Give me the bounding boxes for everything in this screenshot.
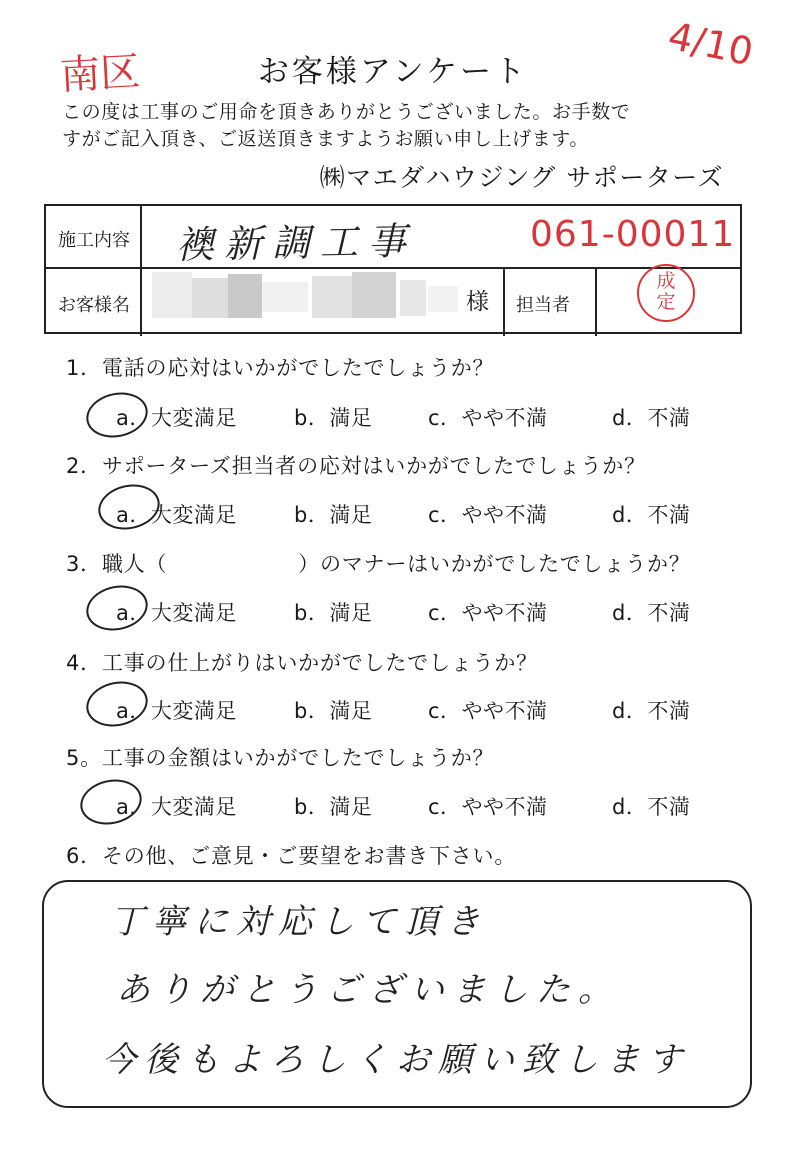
redacted-name-block [352, 272, 396, 318]
comment-line-3: 今後もよろしくお願い致します [102, 1040, 690, 1080]
q1-option-b[interactable]: b．満足 [294, 406, 373, 430]
q3-option-b[interactable]: b．満足 [294, 601, 373, 625]
intro-text-line-1: この度は工事のご用命を頂きありがとうございました。お手数で [62, 101, 631, 123]
redacted-name-block [228, 274, 262, 318]
q4-option-b[interactable]: b．満足 [294, 699, 373, 723]
question-4: 4．工事の仕上がりはいかがでしたでしょうか？ [66, 651, 538, 675]
q2-option-a[interactable]: a．大変満足 [116, 503, 237, 527]
table-divider-staff [595, 267, 597, 336]
stamp-text: 成 定 [656, 270, 676, 313]
q3-selection-circle [82, 580, 152, 636]
q1-option-a[interactable]: a．大変満足 [116, 406, 237, 430]
redacted-name-block [262, 282, 308, 312]
question-1: 1．電話の応対はいかがでしたでしょうか？ [66, 356, 495, 380]
redacted-name-block [152, 272, 192, 318]
q3-option-d[interactable]: d．不満 [612, 601, 691, 625]
staff-seal-stamp [637, 264, 695, 322]
comment-line-1: 丁寧に対応して頂き [110, 902, 488, 942]
customer-name-label: お客様名 [58, 295, 130, 316]
work-content-value: 襖新調工事 [175, 218, 417, 268]
order-number: 061-00011 [530, 214, 736, 255]
q5-option-a[interactable]: a．大変満足 [116, 795, 237, 819]
q2-option-c[interactable]: c．やや不満 [428, 503, 548, 527]
table-divider-label-column [140, 206, 142, 336]
q3-option-c[interactable]: c．やや不満 [428, 601, 548, 625]
redacted-name-block [312, 276, 352, 318]
comment-box[interactable] [42, 880, 752, 1108]
handwritten-date: 4/10 [664, 13, 757, 75]
table-divider-customer [503, 267, 505, 336]
question-5: 5。工事の金額はいかがでしたでしょうか？ [66, 746, 495, 770]
company-name: ㈱マエダハウジング サポーターズ [319, 163, 724, 192]
redacted-name-block [192, 278, 228, 318]
redacted-name-block [428, 286, 458, 312]
q4-option-d[interactable]: d．不満 [612, 699, 691, 723]
q1-selection-circle [82, 387, 152, 443]
table-divider-horizontal [46, 267, 740, 269]
question-6: 6．その他、ご意見・ご要望をお書き下さい。 [66, 844, 517, 868]
q5-option-c[interactable]: c．やや不満 [428, 795, 548, 819]
q2-option-b[interactable]: b．満足 [294, 503, 373, 527]
page-title: お客様アンケート [257, 54, 529, 90]
question-2: 2．サポーターズ担当者の応対はいかがでしたでしょうか？ [66, 454, 646, 478]
customer-honorific: 様 [466, 289, 489, 315]
q4-option-a[interactable]: a．大変満足 [116, 699, 237, 723]
q5-option-b[interactable]: b．満足 [294, 795, 373, 819]
redacted-name-block [400, 280, 426, 316]
staff-label: 担当者 [516, 295, 570, 316]
q1-option-d[interactable]: d．不満 [612, 406, 691, 430]
q5-option-d[interactable]: d．不満 [612, 795, 691, 819]
comment-line-2: ありがとうございました。 [116, 970, 620, 1010]
q1-option-c[interactable]: c．やや不満 [428, 406, 548, 430]
handwritten-ward: 南区 [59, 48, 142, 100]
question-3: 3．職人（ ）のマナーはいかがでしたでしょうか？ [66, 552, 691, 576]
q2-option-d[interactable]: d．不満 [612, 503, 691, 527]
q4-option-c[interactable]: c．やや不満 [428, 699, 548, 723]
q3-option-a[interactable]: a．大変満足 [116, 601, 237, 625]
work-content-label: 施工内容 [58, 230, 130, 251]
q5-selection-circle [76, 774, 146, 830]
intro-text-line-2: すがご記入頂き、ご返送頂きますようお願い申し上げます。 [62, 128, 589, 150]
